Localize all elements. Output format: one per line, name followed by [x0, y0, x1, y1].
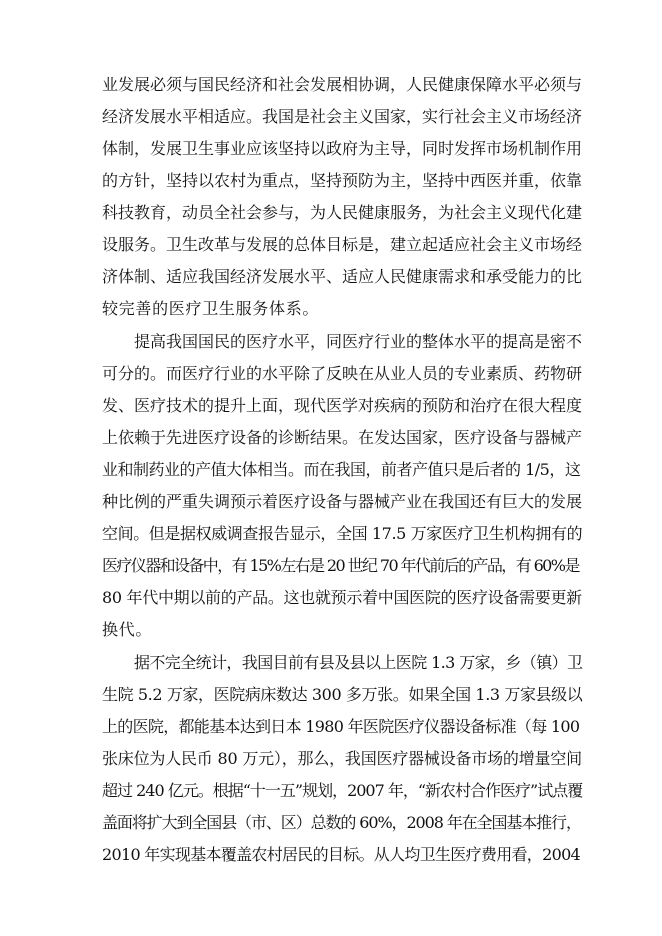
paragraph-1-line-3: 体制，发展卫生事业应该坚持以政府为主导，同时发挥市场机制作用	[102, 139, 583, 158]
paragraph-1-line-8: 较完善的医疗卫生服务体系。	[102, 299, 320, 318]
paragraph-3-line-2: 生院 5.2 万家，医院病床数达 300 多万张。如果全国 1.3 万家县级以	[102, 685, 583, 704]
paragraph-2-line-9: 80 年代中期以前的产品。这也就预示着中国医院的医疗设备需要更新	[102, 588, 582, 607]
paragraph-3-line-3: 上的医院，都能基本达到日本 1980 年医院医疗仪器设备标准（每 100	[102, 717, 580, 736]
paragraph-2-line-6: 种比例的严重失调预示着医疗设备与器械产业在我国还有巨大的发展	[102, 492, 583, 511]
paragraph-3-line-1: 据不完全统计，我国目前有县及县以上医院 1.3 万家，乡（镇）卫	[134, 653, 583, 672]
paragraph-2-line-3: 发、医疗技术的提升上面，现代医学对疾病的预防和治疗在很大程度	[102, 396, 583, 415]
paragraph-1-line-1: 业发展必须与国民经济和社会发展相协调，人民健康保障水平必须与	[102, 75, 583, 94]
paragraph-2-line-1: 提高我国国民的医疗水平，同医疗行业的整体水平的提高是密不	[134, 332, 583, 351]
paragraph-1-line-6: 设服务。卫生改革与发展的总体目标是，建立起适应社会主义市场经	[102, 235, 583, 254]
paragraph-2-line-10: 换代。	[102, 620, 153, 639]
paragraph-3-line-5: 超过 240 亿元。根据“十一五”规划，2007 年，“新农村合作医疗”试点覆	[102, 781, 583, 800]
paragraph-1-line-5: 科技教育，动员全社会参与，为人民健康服务，为社会主义现代化建	[102, 203, 583, 222]
paragraph-3-line-6: 盖面将扩大到全国县（市、区）总数的 60%，2008 年在全国基本推行，	[102, 813, 581, 832]
paragraph-1-line-7: 济体制、适应我国经济发展水平、适应人民健康需求和承受能力的比	[102, 267, 583, 286]
paragraph-2-line-2: 可分的。而医疗行业的水平除了反映在从业人员的专业素质、药物研	[102, 364, 583, 383]
paragraph-1-line-4: 的方针，坚持以农村为重点，坚持预防为主，坚持中西医并重，依靠	[102, 171, 583, 190]
paragraph-1-line-2: 经济发展水平相适应。我国是社会主义国家，实行社会主义市场经济	[102, 107, 583, 126]
paragraph-2-line-4: 上依赖于先进医疗设备的诊断结果。在发达国家，医疗设备与器械产	[102, 428, 583, 447]
paragraph-2-line-7: 空间。但是据权威调查报告显示，全国 17.5 万家医疗卫生机构拥有的	[102, 524, 583, 543]
paragraph-3-line-7: 2010 年实现基本覆盖农村居民的目标。从人均卫生医疗费用看，2004	[102, 845, 581, 864]
paragraph-2-line-5: 业和制药业的产值大体相当。而在我国，前者产值只是后者的 1/5，这	[102, 460, 581, 479]
paragraph-2-line-8: 医疗仪器和设备中，有 15%左右是 20 世纪 70 年代前后的产品，有 60%是	[102, 556, 579, 575]
paragraph-3-line-4: 张床位为人民币 80 万元），那么，我国医疗器械设备市场的增量空间	[102, 749, 582, 768]
